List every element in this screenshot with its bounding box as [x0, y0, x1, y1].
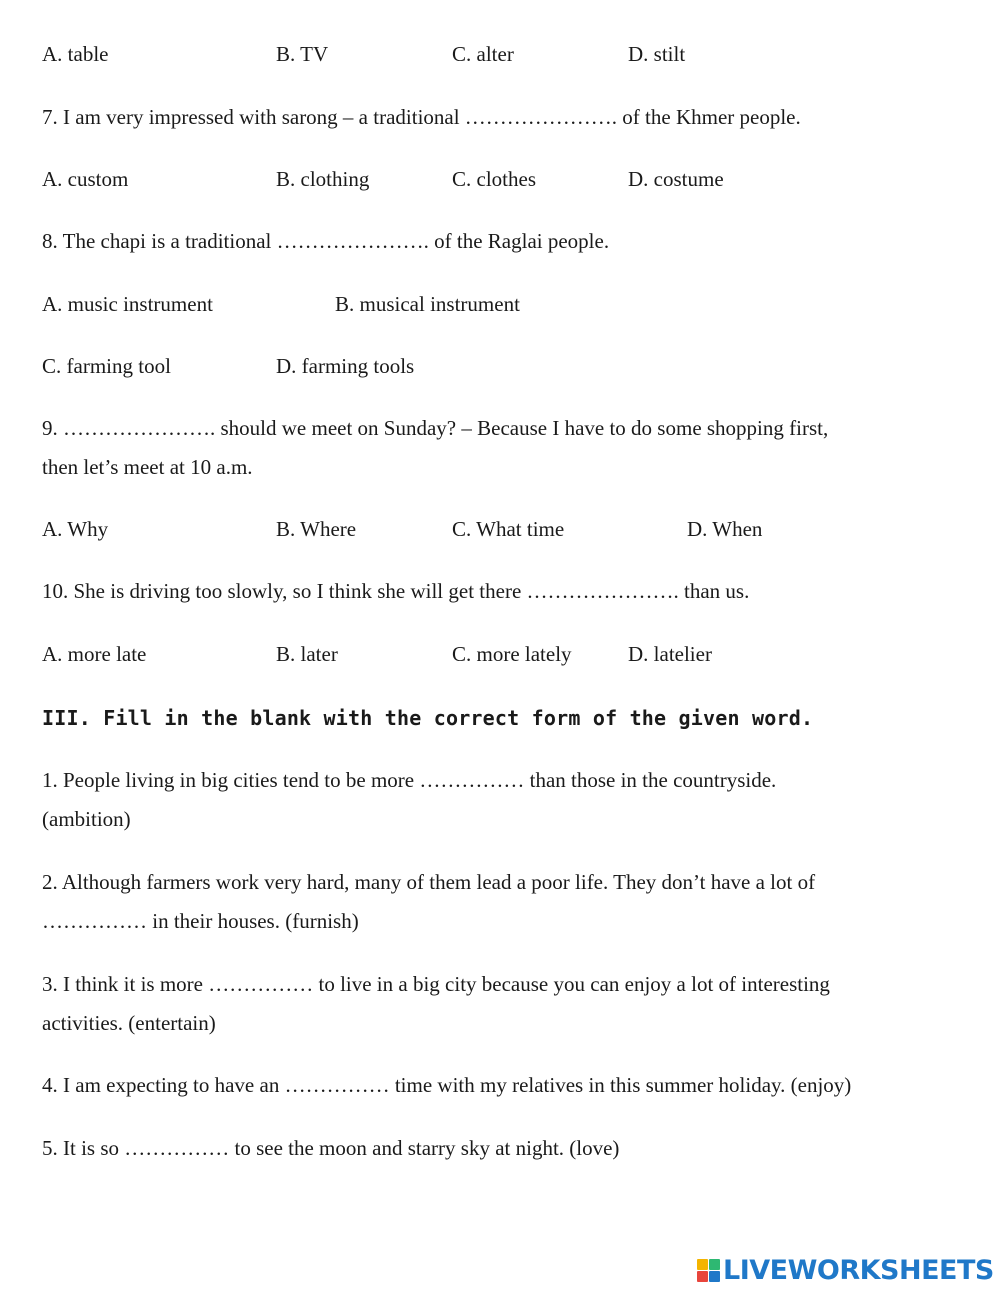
q6-option-c: C. alter [452, 42, 514, 66]
q10-option-c: C. more lately [452, 642, 572, 666]
q6-option-a: A. table [42, 42, 109, 66]
s3-item-5-line1: 5. It is so …………… to see the moon and starry sky at night. (love) [42, 1136, 620, 1160]
q9-stem-line1: 9. …………………. should we meet on Sunday? – Because I have to do some shopping first, [42, 416, 829, 440]
q8-option-b: B. musical instrument [335, 292, 520, 316]
q8-stem: 8. The chapi is a traditional …………………. of the Raglai people. [42, 229, 610, 253]
s3-item-3-line2: activities. (entertain) [42, 1011, 216, 1035]
s3-item-1-line2: (ambition) [42, 807, 131, 831]
q7-option-b: B. clothing [276, 167, 370, 191]
q7-option-c: C. clothes [452, 167, 536, 191]
s3-item-3-line1: 3. I think it is more …………… to live in a big city because you can enjoy a lot of interesting [42, 972, 830, 996]
s3-item-2-line2: …………… in their houses. (furnish) [42, 909, 359, 933]
logo-text: LIVEWORKSHEETS [723, 1254, 994, 1286]
q8-option-d: D. farming tools [276, 354, 415, 378]
q7-stem: 7. I am very impressed with sarong – a traditional …………………. of the Khmer people. [42, 105, 801, 129]
q6-option-b: B. TV [276, 42, 329, 66]
q7-option-a: A. custom [42, 167, 129, 191]
q9-option-c: C. What time [452, 517, 565, 541]
section-3-heading: III. Fill in the blank with the correct form of the given word. [42, 706, 814, 730]
q10-option-d: D. latelier [628, 642, 712, 666]
logo-square [697, 1259, 708, 1270]
q9-option-d: D. When [687, 517, 763, 541]
s3-item-4-line1: 4. I am expecting to have an …………… time with my relatives in this summer holiday. (enjoy) [42, 1073, 852, 1097]
logo-square [709, 1259, 720, 1270]
q9-stem-line2: then let’s meet at 10 a.m. [42, 455, 253, 479]
s3-item-1-line1: 1. People living in big cities tend to be more …………… than those in the countryside. [42, 768, 777, 792]
q10-option-b: B. later [276, 642, 338, 666]
q9-option-a: A. Why [42, 517, 109, 541]
q10-option-a: A. more late [42, 642, 147, 666]
q8-option-a: A. music instrument [42, 292, 213, 316]
q9-option-b: B. Where [276, 517, 357, 541]
q6-option-d: D. stilt [628, 42, 686, 66]
q10-stem: 10. She is driving too slowly, so I think she will get there …………………. than us. [42, 579, 750, 603]
q7-option-d: D. costume [628, 167, 724, 191]
logo-mark-icon [697, 1259, 720, 1282]
s3-item-2-line1: 2. Although farmers work very hard, many of them lead a poor life. They don’t have a lot of [42, 870, 816, 894]
logo-square [709, 1271, 720, 1282]
q8-option-c: C. farming tool [42, 354, 171, 378]
logo-square [697, 1271, 708, 1282]
liveworksheets-logo [697, 1254, 994, 1286]
